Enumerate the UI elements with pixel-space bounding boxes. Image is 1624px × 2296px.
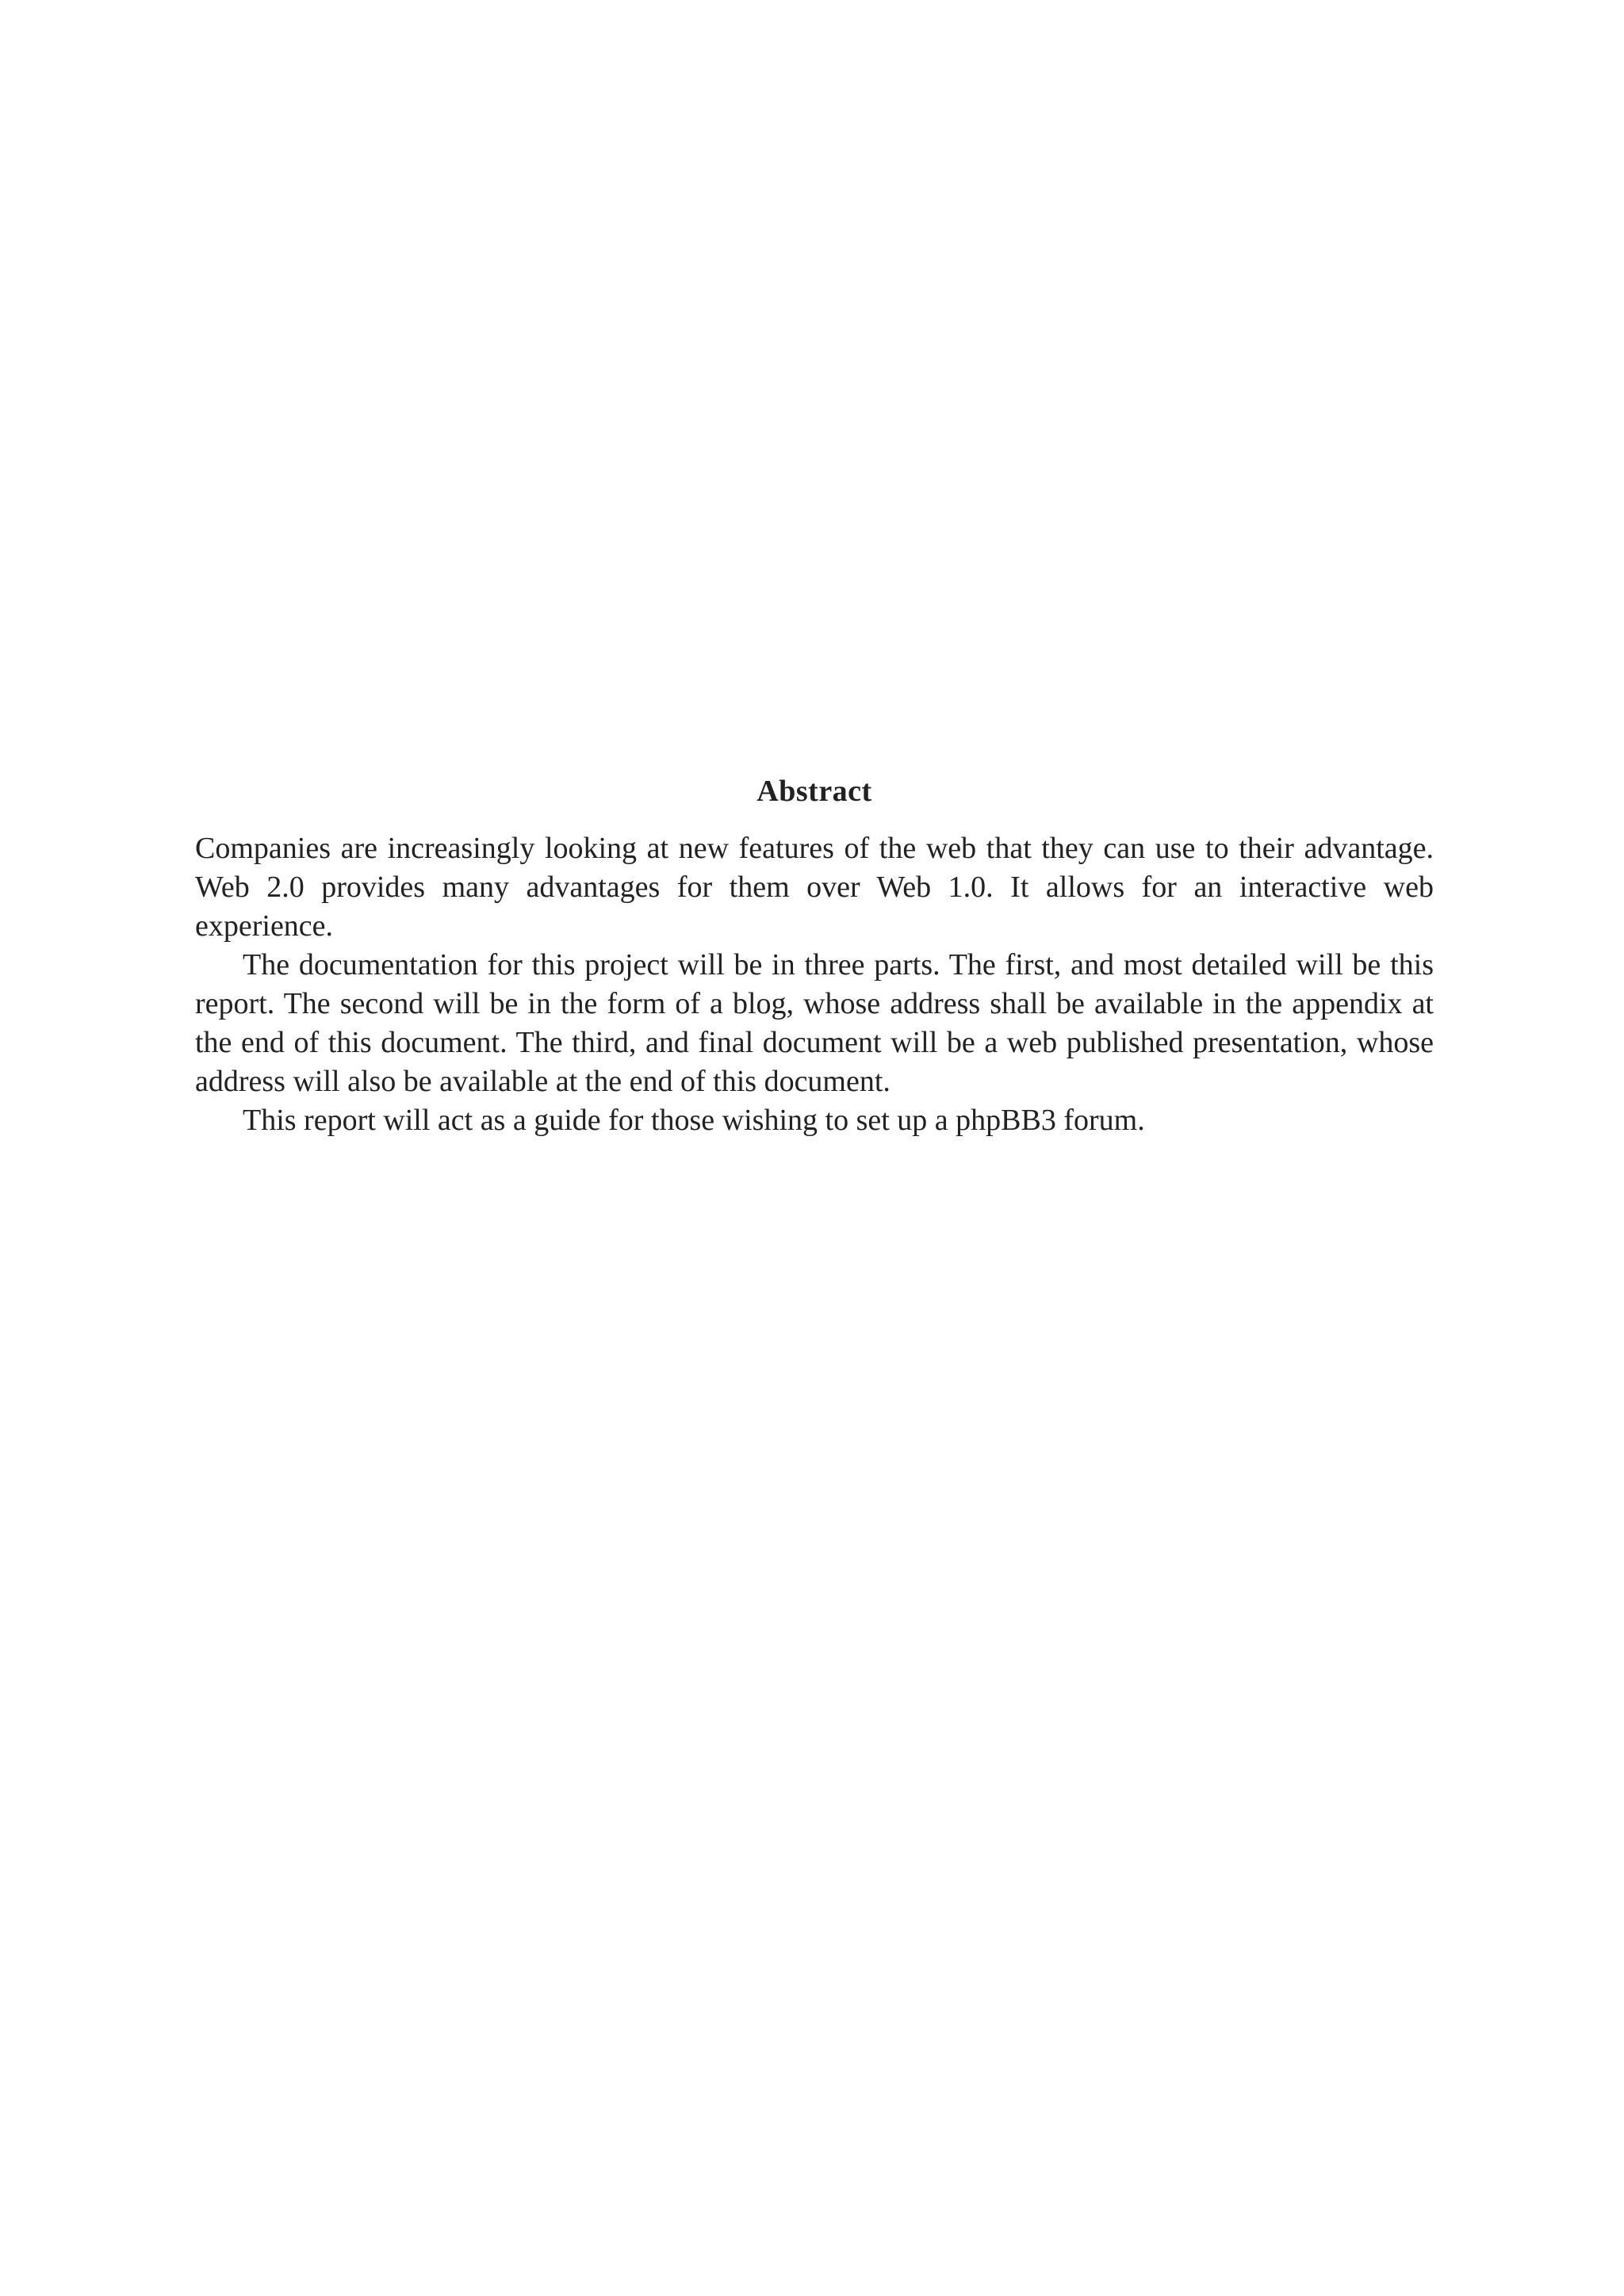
abstract-paragraph-1: Companies are increasingly looking at new features of the web that they can use to their advantage. Web 2.0 provides many advantages for them over Web 1.0. It allows for an interactive web experience. <box>195 832 1434 943</box>
abstract-paragraph-3: This report will act as a guide for those wishing to set up a phpBB3 forum. <box>243 1104 1145 1137</box>
abstract-title: Abstract <box>756 775 872 808</box>
abstract-section <box>195 767 1434 1140</box>
abstract-paragraph-2: The documentation for this project will be in three parts. The first, and most detailed will be this report. The second will be in the form of a blog, whose address shall be available in the appendix at the end of this document. The third, and final document will be a web published presentation, whose address will also be available at the end of this document. <box>195 948 1434 1098</box>
abstract-body <box>195 829 1434 1140</box>
